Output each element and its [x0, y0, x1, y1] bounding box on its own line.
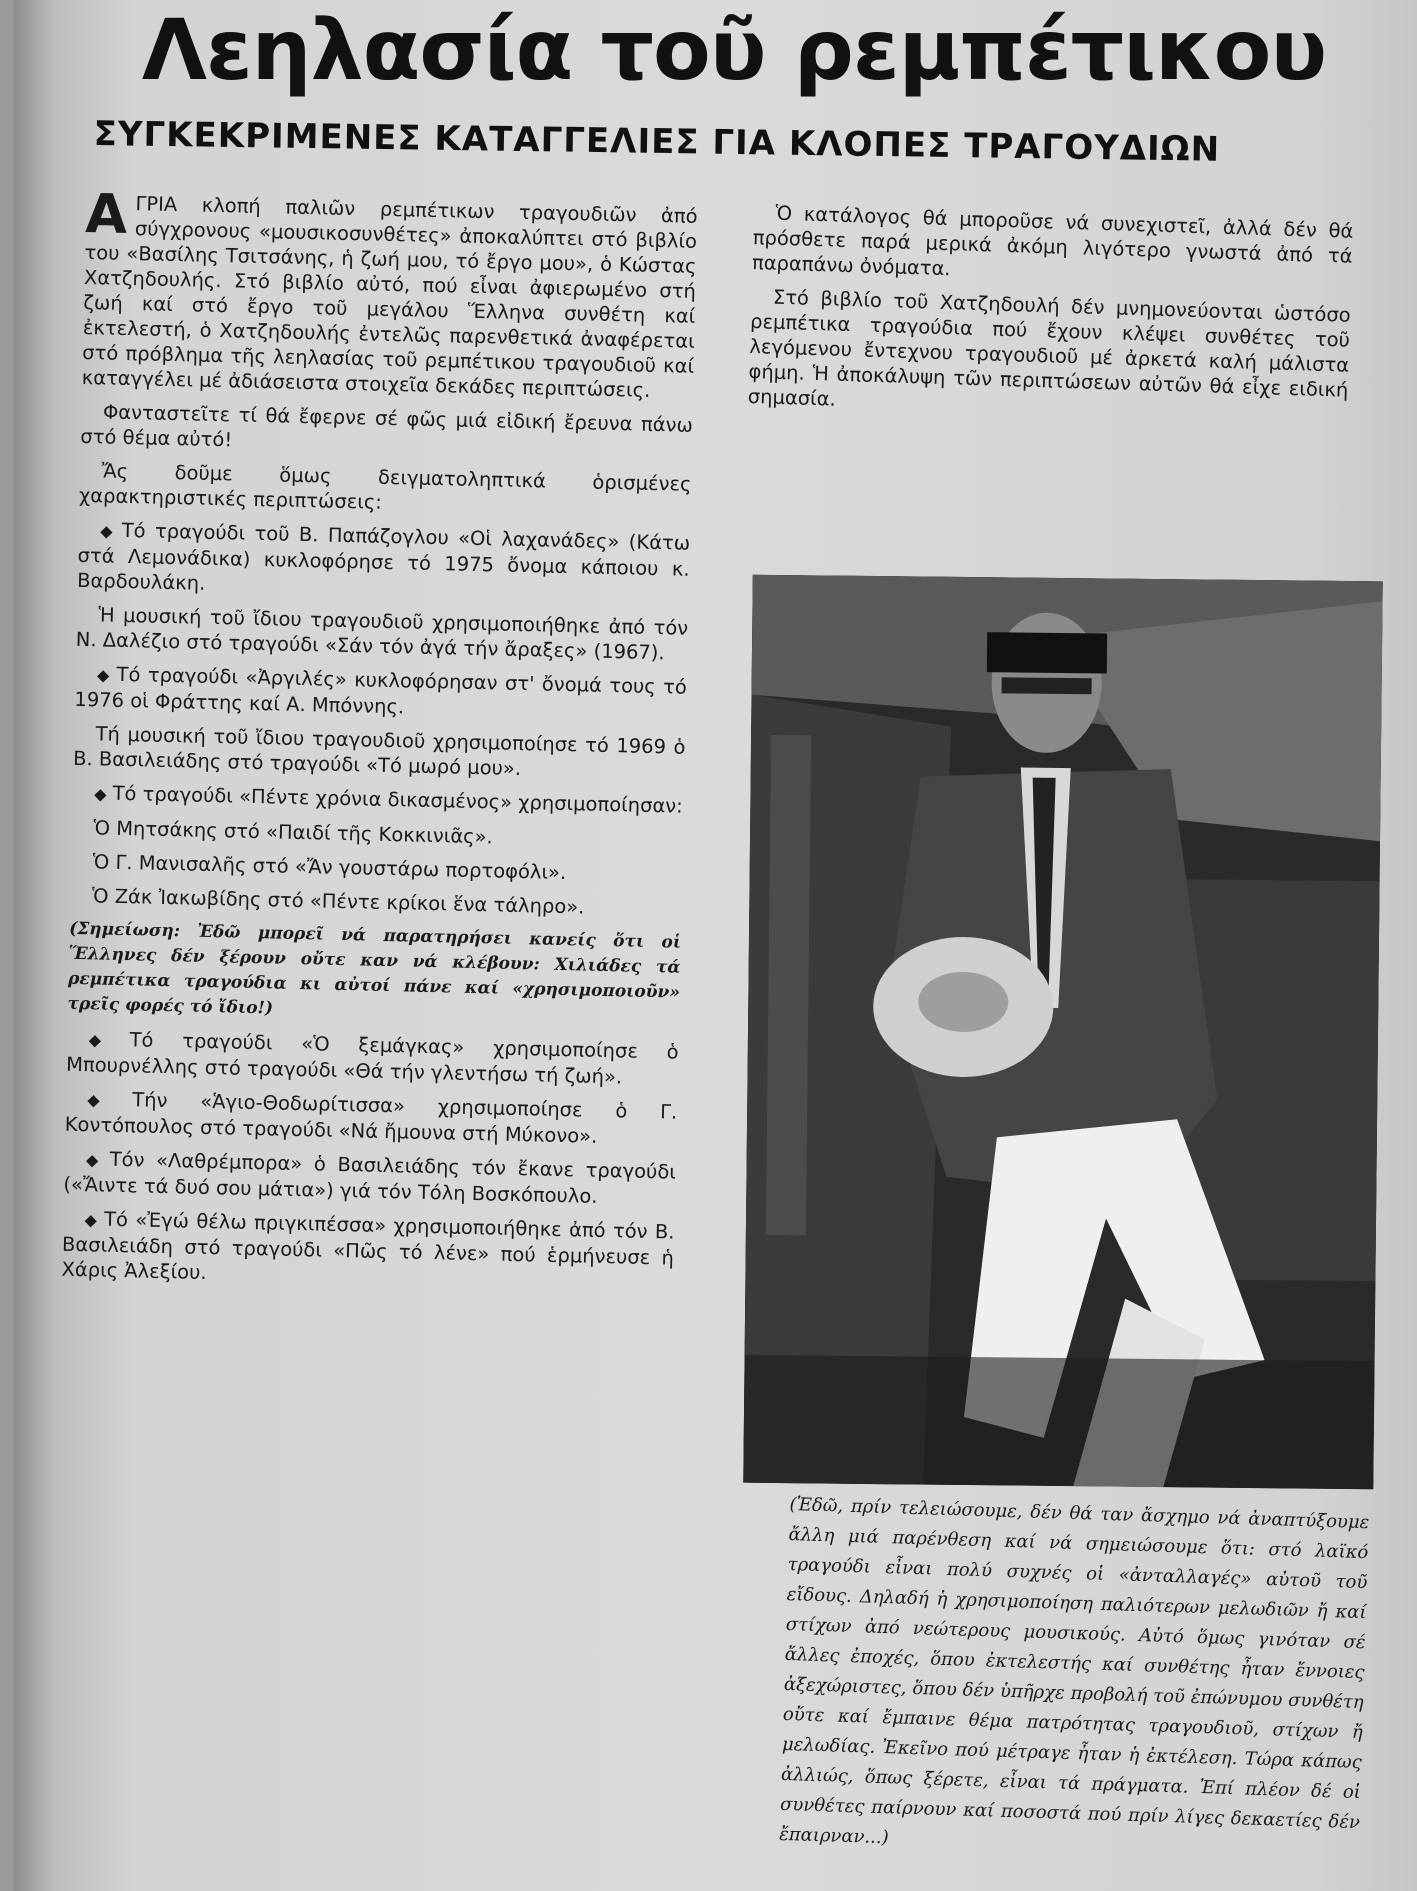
paragraph: Ὁ κατάλογος θά μποροῦσε νά συνεχιστεῖ, ἀλλά δέν θά πρόσθετε παρά μερικά ἀκόμη λιγότερο γνωστά ἀπό τά παραπάνω ὀνόματα.: [751, 201, 1354, 281]
article-subheadline: ΣΥΓΚΕΚΡΙΜΕΝΕΣ ΚΑΤΑΓΓΕΛΙΕΣ ΓΙΑ ΚΛΟΠΕΣ ΤΡΑΓΟΥΔΙΩΝ: [93, 113, 1221, 170]
intro-paragraph: [81, 182, 698, 404]
article-headline: Λεηλασία τοῦ ρεμπέτικου: [141, 1, 1327, 99]
paragraph: Ὁ Μητσάκης στό «Παιδί τῆς Κοκκινιᾶς».: [93, 816, 494, 849]
bullet-icon: ◆: [87, 1090, 127, 1111]
bullet-icon: ◆: [94, 784, 107, 804]
bullet-paragraph: ◆ Τό «Ἐγώ θέλω πριγκιπέσσα» χρησιμοποιήθηκε ἀπό τόν Β. Βασιλειάδη στό τραγούδι «Πῶς τό λένε» πού ἑρμήνευσε ἡ Χάρις Ἀλεξίου.: [61, 1207, 675, 1285]
bullet-icon: ◆: [96, 665, 111, 685]
left-column: [61, 182, 698, 1305]
paragraph: Τή μουσική τοῦ ἴδιου τραγουδιοῦ χρησιμοποίησε τό 1969 ὁ Β. Βασιλειάδης στό τραγούδι «Τό μωρό μου».: [72, 722, 686, 781]
drop-cap: Α: [84, 182, 128, 246]
magazine-page: [14, 0, 1417, 1891]
bullet-paragraph: ◆ Τό τραγούδι τοῦ Β. Παπάζογλου «Οἱ λαχανάδες» (Κάτω στά Λεμονάδικα) κυκλοφόρησε τό 1975 ὄνομα κάποιου κ. Βαρδουλάκη.: [76, 518, 691, 595]
bullet-paragraph: ◆ Τό τραγούδι «Πέντε χρόνια δικασμένος» χρησιμοποίησαν:: [94, 781, 684, 818]
paragraph: Στό βιβλίο τοῦ Χατζηδουλή δέν μνημονεύονται ὡστόσο ρεμπέτικα τραγούδια πού ἔχουν κλέψει συνθέτες τοῦ λεγόμενου ἔντεχνου τραγουδιοῦ μέ ἀρκετά καλή μάλιστα φήμη. Ἡ ἀποκάλυψη τῶν περιπτώσεων αὐτῶν θά εἶχε ειδική σημασία.: [747, 285, 1352, 411]
paragraph: Φανταστεῖτε τί θά ἔφερνε σέ φῶς μιά εἰδική ἔρευνα πάνω στό θέμα αὐτό!: [80, 400, 694, 452]
bullet-paragraph: ◆ Τήν «Ἁγιο-Θοδωρίτισσα» χρησιμοποίησε ὁ Γ. Κοντόπουλος στό τραγούδι «Νά ἤμουνα στή Μύκονο».: [64, 1088, 678, 1148]
paragraph: Ὁ Ζάκ Ἰακωβίδης στό «Πέντε κρίκοι ἕνα τάληρο».: [91, 884, 585, 919]
bullet-icon: ◆: [88, 1030, 124, 1051]
bullet-icon: ◆: [85, 1150, 104, 1170]
caption-note: (Ἐδῶ, πρίν τελειώσουμε, δέν θά ταν ἄσχημο νά ἀναπτύξουμε ἄλλη μιά παρένθεση καί νά σημειώσουμε ὅτι: στό λαϊκό τραγούδι εἶναι πολύ συχνές οἱ «ἀνταλλαγές» αὐτοῦ τοῦ εἴδους. Δηλαδή ἡ χρησιμοποίηση παλιότερων μελωδιῶν ἤ καί στίχων ἀπό νεώτερους μουσικούς. Αὐτό ὅμως γινόταν σέ ἄλλες ἐποχές, ὅπου ἐκτελεστής καί συνθέτης ἦταν ἔννοιες ἀξεχώριστες, ὅπου δέν ὑπῆρχε προβολή τοῦ ἐπώνυμου συνθέτη οὔτε καί ἔμπαινε θέμα πατρότητας τραγουδιοῦ, στίχων ἤ μελωδίας. Ἐκεῖνο πού μέτραγε ἦταν ἡ ἐκτέλεση. Τώρα κάπως ἀλλιώς, ὅπως ξέρετε, εἶναι τά πράγματα. Ἐπί πλέον δέ οἱ συνθέτες παίρνουν καί ποσοστά πού πρίν λίγες δεκαετίες δέν ἔπαιρναν...): [778, 1493, 1370, 1849]
editorial-note: (Σημείωση: Ἐδῶ μπορεῖ νά παρατηρήσει κανείς ὅτι οἱ Ἕλληνες δέν ξέρουν οὔτε καν νά κλέβουν: Χιλιάδες τά ρεμπέτικα τραγούδια κι αὐτοί πάνε καί «χρησιμοποιοῦν» τρεῖς φορές τό ἴδιο!): [67, 918, 682, 1019]
bullet-icon: ◆: [100, 521, 116, 541]
bullet-paragraph: ◆ Τόν «Λαθρέμπορα» ὁ Βασιλειάδης τόν ἔκανε τραγούδι («Ἄιντε τά δυό σου μάτια») γιά τόν Τόλη Βοσκόπουλο.: [63, 1147, 677, 1208]
paragraph: Ἄς δοῦμε ὅμως δειγματοληπτικά ὁρισμένες χαρακτηριστικές περιπτώσεις:: [78, 459, 692, 514]
bullet-icon: ◆: [84, 1210, 99, 1230]
paragraph: Ἡ μουσική τοῦ ἴδιου τραγουδιοῦ χρησιμοποιήθηκε ἀπό τόν Ν. Δαλέζιο στό τραγούδι «Σάν τόν ἀγά τήν ἄραξες» (1967).: [75, 603, 689, 665]
bullet-paragraph: ◆ Τό τραγούδι «Ὁ ξεμάγκας» χρησιμοποίησε ὁ Μπουρνέλλης στό τραγούδι «Θά τήν γλεντήσω τή ζωή».: [65, 1028, 679, 1089]
photo-illustration: [743, 575, 1382, 1490]
portrait-photo: [743, 575, 1382, 1490]
paragraph: Ὁ Γ. Μανισαλῆς στό «Ἄν γουστάρω πορτοφόλι».: [92, 850, 567, 885]
photo-caption-text: [778, 1490, 1369, 1877]
right-column: [747, 200, 1354, 437]
intro-text: ΓΡΙΑ κλοπή παλιῶν ρεμπέτικων τραγουδιῶν ἀπό σύγχρονους «μουσικοσυνθέτες» ἀποκαλύπτει στό βιβλίο του «Βασίλης Τσιτσάνης, ἡ ζωή μου, τό ἔργο μου», ὁ Κώστας Χατζηδουλής. Στό βιβλίο αὐτό, πού εἶναι ἀφιερωμένο στή ζωή καί στό ἔργο τοῦ μεγάλου Ἕλληνα συνθέτη καί ἐκτελεστή, ὁ Χατζηδουλής ἐντελῶς παρενθετικά ἀναφέρεται στό πρόβλημα τῆς λεηλασίας τοῦ ρεμπέτικου τραγουδιοῦ καί καταγγέλει μέ ἀδιάσειστα στοιχεῖα δεκάδες περιπτώσεις.: [81, 192, 698, 402]
bullet-paragraph: ◆ Τό τραγούδι «Ἀργιλές» κυκλοφόρησαν στ' ὄνομά τους τό 1976 οἱ Φράττης καί Α. Μπόννης.: [74, 662, 688, 719]
